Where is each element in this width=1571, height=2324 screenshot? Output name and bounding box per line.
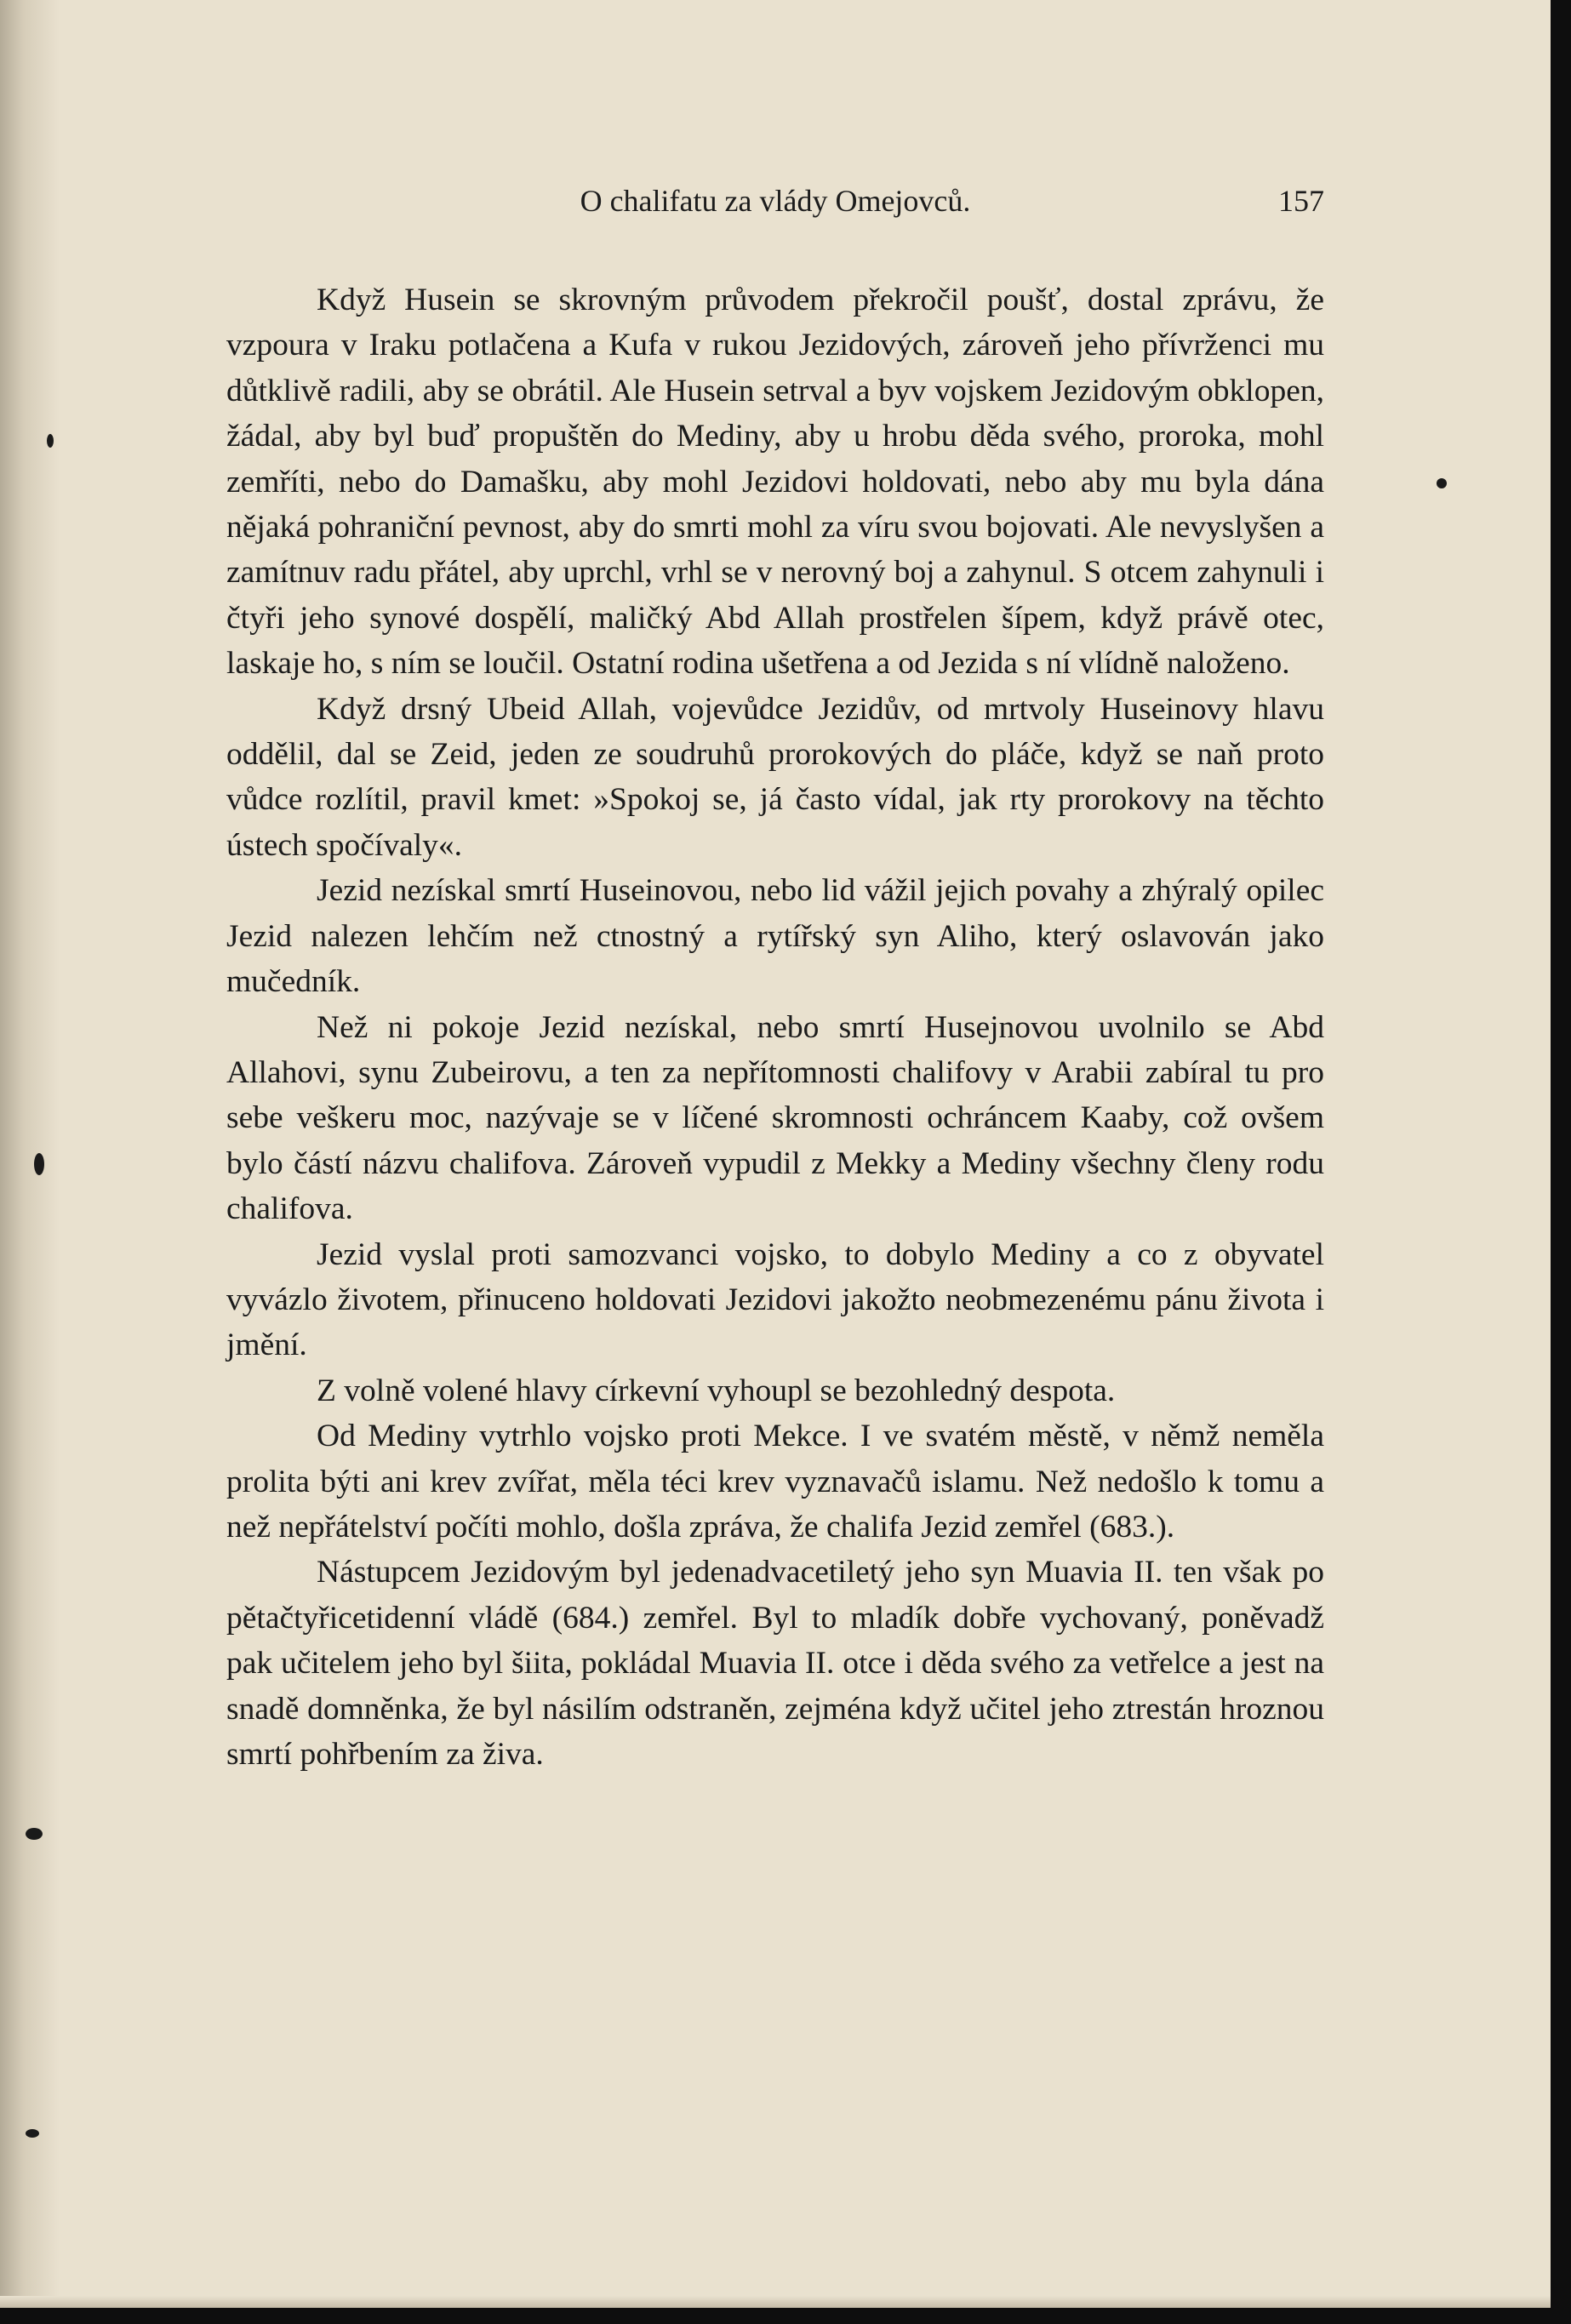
paragraph: Jezid vyslal proti samozvanci vojsko, to dobylo Mediny a co z obyvatel vyvázlo životem, přinuceno holdovati Jezidovi jakožto neobmezenému pánu života i jmění. [226, 1236, 1324, 1363]
paragraph: Od Mediny vytrhlo vojsko proti Mekce. I ve svatém městě, v němž neměla prolita býti ani krev zvířat, měla téci krev vyznavačů islamu. Než nedošlo k tomu a než nepřátelství počíti mohlo, došla zpráva, že chalifa Jezid zemřel (683.). [226, 1419, 1324, 1545]
page-number: 157 [1278, 184, 1324, 218]
margin-mark [26, 2129, 39, 2138]
body-text [226, 277, 1324, 1777]
running-title: O chalifatu za vlády Omejovců. [580, 184, 971, 218]
binding-shadow [0, 0, 60, 2308]
paragraph: Nástupcem Jezidovým byl jedenadvacetiletý jeho syn Muavia II. ten však po pětačtyřicetidenní vládě (684.) zemřel. Byl to mladík dobře vychovaný, poněvadž pak učitelem jeho byl šiita, pokládal Muavia II. otce i děda svého za vetřelce a jest na snadě domněnka, že byl násilím odstraněn, zejména když učitel jeho ztrestán hroznou smrtí pohřbením za živa. [226, 1555, 1324, 1772]
margin-mark [26, 1828, 43, 1840]
paragraph: Jezid nezískal smrtí Huseinovou, nebo lid vážil jejich povahy a zhýralý opilec Jezid nalezen lehčím než ctnostný a rytířský syn Aliho, který oslavován jako mučedník. [226, 873, 1324, 1000]
paragraph: Než ni pokoje Jezid nezískal, nebo smrtí Husejnovou uvolnilo se Abd Allahovi, synu Zubeirovu, a ten za nepřítomnosti chalifovy v Arabii zabíral tu pro sebe veškeru moc, nazývaje se v líčené skromnosti ochráncem Kaaby, což ovšem bylo částí názvu chalifova. Zároveň vypudil z Mekky a Mediny všechny členy rodu chalifova. [226, 1009, 1324, 1227]
margin-mark [1437, 478, 1447, 488]
running-header [226, 183, 1324, 226]
page-bottom-edge [0, 2296, 1551, 2308]
margin-mark [34, 1153, 44, 1175]
margin-mark [47, 434, 54, 448]
paragraph: Z volně volené hlavy církevní vyhoupl se bezohledný despota. [317, 1373, 1116, 1408]
paragraph: Když drsný Ubeid Allah, vojevůdce Jezidův, od mrtvoly Huseinovy hlavu oddělil, dal se Zeid, jeden ze soudruhů prorokových do pláče, když se naň proto vůdce rozlítil, pravil kmet: »Spokoj se, já často vídal, jak rty prorokovy na těchto ústech spočívaly«. [226, 691, 1324, 863]
paragraph: Když Husein se skrovným průvodem překročil poušť, dostal zprávu, že vzpoura v Iraku potlačena a Kufa v rukou Jezidových, zároveň jeho přívrženci mu důtklivě radili, aby se obrátil. Ale Husein setrval a byv vojskem Jezidovým obklopen, žádal, aby byl buď propuštěn do Mediny, aby u hrobu děda svého, proroka, mohl zemříti, nebo do Damašku, aby mohl Jezidovi holdovati, nebo aby mu byla dána nějaká pohraniční pevnost, aby do smrti mohl za víru svou bojovati. Ale nevyslyšen a zamítnuv radu přátel, aby uprchl, vrhl se v nerovný boj a zahynul. S otcem zahynuli i čtyři jeho synové dospělí, maličký Abd Allah prostřelen šípem, když právě otec, laskaje ho, s ním se loučil. Ostatní rodina ušetřena a od Jezida s ní vlídně naloženo. [226, 283, 1324, 682]
